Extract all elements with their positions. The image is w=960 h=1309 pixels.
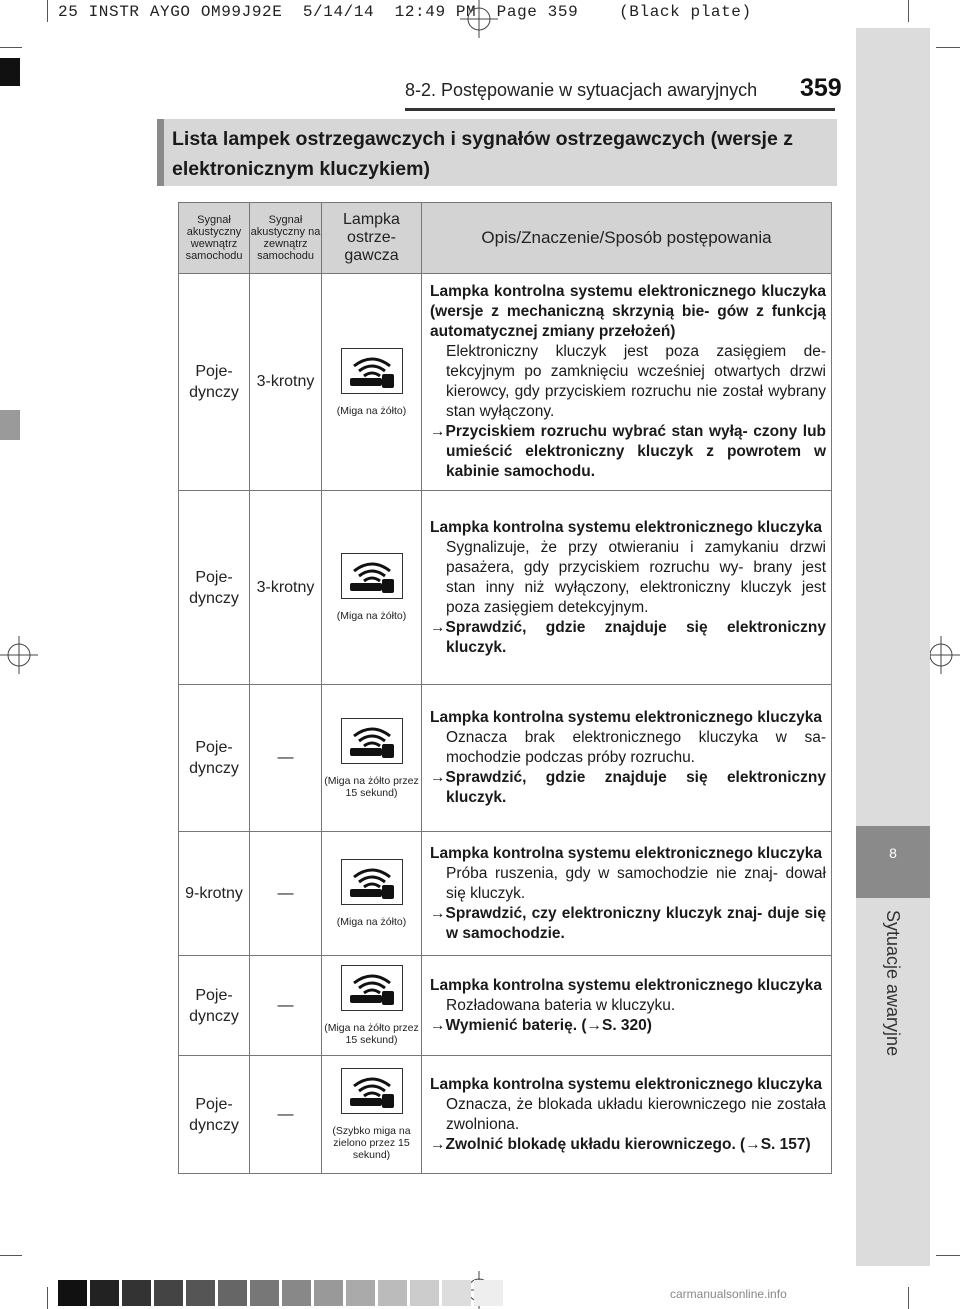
chapter-number: 8	[889, 845, 897, 861]
description-action: →Przyciskiem rozruchu wybrać stan wyłą- czony lub umieścić elektroniczny kluczyk z powrotem w kabinie samochodu.	[430, 423, 826, 480]
inside-signal-cell: Poje- dynczy	[179, 274, 250, 491]
description-body: Oznacza brak elektronicznego kluczyka w sa- mochodzie podczas próby rozruchu.	[446, 729, 826, 766]
section-title: Lista lampek ostrzegawczych i sygnałów ostrzegawczych (wersje z elektronicznym kluczykiem)	[172, 128, 793, 180]
description-body: Oznacza, że blokada układu kierowniczego nie została zwolniona.	[446, 1095, 826, 1133]
color-swatch	[346, 1280, 375, 1306]
outside-signal-cell: 3-krotny	[250, 491, 322, 685]
lamp-cell	[322, 274, 422, 491]
inside-signal-cell: Poje- dynczy	[179, 1056, 250, 1174]
description-body: Elektroniczny kluczyk jest poza zasięgiem de- tekcyjnym po zamknięciu wcześniej otwartych drzwi kierowcy, gdy przyciskiem rozruchu nie został wybrany stan wyłączony.	[446, 343, 826, 420]
chapter-tab-marker	[856, 826, 930, 898]
color-swatch	[154, 1280, 183, 1306]
inside-signal-cell: Poje- dynczy	[179, 956, 250, 1056]
description-cell	[422, 274, 832, 491]
outside-signal-cell: —	[250, 832, 322, 956]
crop-mark	[0, 47, 22, 48]
color-swatch	[378, 1280, 407, 1306]
outside-signal-cell: —	[250, 1056, 322, 1174]
crop-mark	[47, 0, 48, 22]
description-action: →Zwolnić blokadę układu kierowniczego. (→S. 157)	[430, 1135, 811, 1153]
lamp-cell	[322, 832, 422, 956]
inside-signal-cell: Poje- dynczy	[179, 491, 250, 685]
description-cell	[422, 832, 832, 956]
description-body: Sygnalizuje, że przy otwieraniu i zamykaniu drzwi pasażera, gdy przyciskiem rozruchu wy- brany jest stan inny niż wyłączony, elektroniczny kluczyk jest poza zasięgiem detekcyjnym.	[446, 538, 826, 616]
arrow-icon: →	[430, 1016, 446, 1034]
inside-signal-cell: Poje- dynczy	[179, 685, 250, 832]
table-row	[179, 274, 832, 491]
table-row	[179, 491, 832, 685]
description-body: Próba ruszenia, gdy w samochodzie nie znaj- dował się kluczyk.	[446, 864, 826, 902]
table-row	[179, 956, 832, 1056]
arrow-icon: →	[430, 769, 446, 786]
lamp-note: (Miga na żółto przez 15 sekund)	[324, 1022, 419, 1046]
crop-mark	[908, 1287, 909, 1309]
color-swatch	[250, 1280, 279, 1306]
crop-mark	[47, 1287, 48, 1309]
description-body: Rozładowana bateria w kluczyku.	[446, 996, 676, 1014]
registration-block	[0, 58, 20, 86]
description-action: →Sprawdzić, czy elektroniczny kluczyk znaj- duje się w samochodzie.	[430, 904, 826, 942]
outside-signal-cell: —	[250, 685, 322, 832]
description-title: Lampka kontrolna systemu elektronicznego kluczyka	[430, 518, 822, 536]
table-row	[179, 685, 832, 832]
inside-signal-cell: 9-krotny	[179, 832, 250, 956]
header-lamp: Lampka ostrze- gawcza	[322, 203, 422, 274]
table-row	[179, 1056, 832, 1174]
header-inside: Sygnał akustyczny wewnątrz samochodu	[179, 203, 250, 274]
print-slug: 25 INSTR AYGO OM99J92E 5/14/14 12:49 PM Page 359 (Black plate)	[58, 3, 752, 21]
table-row	[179, 832, 832, 956]
color-swatch	[218, 1280, 247, 1306]
description-title: Lampka kontrolna systemu elektronicznego kluczyka (wersje z mechaniczną skrzynią bie- gów z funkcją automatycznej zmiany przełożeń)	[430, 283, 826, 340]
crop-mark	[908, 0, 909, 22]
color-swatch	[314, 1280, 343, 1306]
description-title: Lampka kontrolna systemu elektronicznego kluczyka	[430, 844, 822, 862]
registration-target-icon	[0, 636, 38, 674]
description-cell	[422, 685, 832, 832]
arrow-icon: →	[430, 1135, 446, 1153]
lamp-note: (Szybko miga na zielono przez 15 sekund)	[332, 1125, 411, 1161]
lamp-note: (Miga na żółto)	[336, 404, 407, 417]
chapter-label: Sytuacje awaryjne	[883, 910, 903, 1057]
description-cell	[422, 1056, 832, 1174]
color-swatch	[90, 1280, 119, 1306]
outside-signal-cell: —	[250, 956, 322, 1056]
footer-watermark: carmanualsonline.info	[670, 1287, 787, 1301]
color-swatch	[282, 1280, 311, 1306]
lamp-cell	[322, 956, 422, 1056]
electronic-key-warning-icon	[341, 1068, 403, 1114]
description-action: →Sprawdzić, gdzie znajduje się elektroniczny kluczyk.	[430, 618, 826, 656]
table-header-row	[179, 203, 832, 274]
arrow-icon: →	[430, 618, 446, 636]
description-cell	[422, 956, 832, 1056]
arrow-icon: →	[430, 423, 446, 440]
description-title: Lampka kontrolna systemu elektronicznego kluczyka	[430, 1075, 822, 1093]
color-swatch	[474, 1280, 503, 1306]
lamp-note: (Miga na żółto)	[336, 610, 407, 622]
header-description: Opis/Znaczenie/Sposób postępowania	[422, 203, 832, 274]
color-swatch	[186, 1280, 215, 1306]
lamp-cell	[322, 1056, 422, 1174]
electronic-key-warning-icon	[341, 718, 403, 764]
crop-mark	[936, 47, 960, 48]
chapter-tab	[856, 28, 930, 1266]
crop-mark	[0, 1255, 22, 1256]
lamp-cell	[322, 491, 422, 685]
color-swatch	[122, 1280, 151, 1306]
description-title: Lampka kontrolna systemu elektronicznego kluczyka	[430, 976, 822, 994]
electronic-key-warning-icon	[341, 553, 403, 599]
description-cell	[422, 491, 832, 685]
description-action: →Wymienić baterię. (→S. 320)	[430, 1016, 652, 1034]
outside-signal-cell: 3-krotny	[250, 274, 322, 491]
header-rule	[405, 108, 835, 111]
running-title: 8-2. Postępowanie w sytuacjach awaryjnych	[405, 80, 758, 100]
lamp-cell	[322, 685, 422, 832]
lamp-note: (Miga na żółto przez 15 sekund)	[324, 774, 419, 799]
arrow-icon: →	[430, 904, 446, 922]
crop-mark	[936, 1255, 960, 1256]
page-number: 359	[800, 74, 842, 102]
color-swatch	[410, 1280, 439, 1306]
electronic-key-warning-icon	[341, 965, 403, 1011]
header-outside: Sygnał akustyczny na zewnątrz samochodu	[250, 203, 322, 274]
color-swatch	[58, 1280, 87, 1306]
color-swatch	[442, 1280, 471, 1306]
lamp-note: (Miga na żółto)	[336, 916, 407, 928]
registration-block	[0, 410, 20, 440]
registration-target-icon	[460, 0, 498, 38]
warning-table	[178, 202, 832, 1174]
electronic-key-warning-icon	[341, 859, 403, 905]
description-action: →Sprawdzić, gdzie znajduje się elektroniczny kluczyk.	[430, 769, 826, 806]
electronic-key-warning-icon	[341, 348, 403, 394]
description-title: Lampka kontrolna systemu elektronicznego kluczyka	[430, 709, 822, 726]
